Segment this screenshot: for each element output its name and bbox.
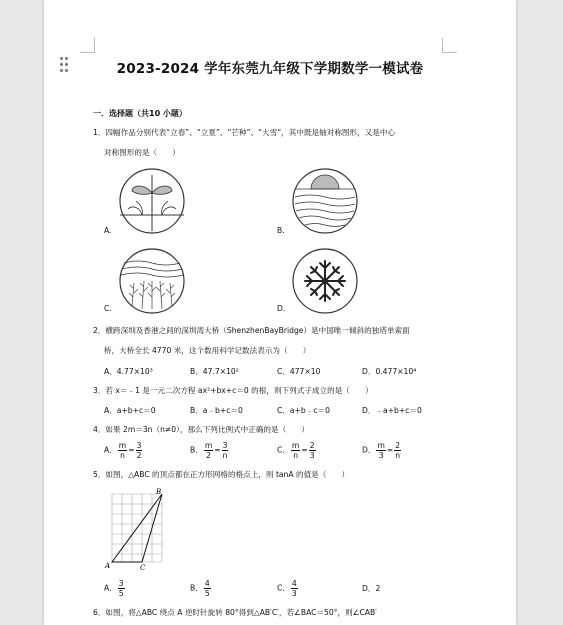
option-c: C．a+b﹣c＝0: [277, 406, 330, 415]
section-heading: 一．选择题（共10 小题）: [93, 109, 187, 118]
page-corner-mark: [80, 38, 95, 53]
question-4-text: 4．如果 2m＝3n（n≠0），那么下列比例式中正确的是（ ）: [93, 425, 309, 434]
option-b: B． $\frac{m}{2}$ = $\frac{3}{n}$: [190, 441, 228, 460]
option-b: B．a﹣b+c＝0: [190, 406, 243, 415]
page-corner-mark: [442, 38, 457, 53]
option-label: B.: [277, 226, 285, 235]
triangle-grid-figure: [104, 488, 168, 572]
option-d: D．2: [362, 584, 381, 593]
option-d: D．0.477×10⁴: [362, 367, 417, 376]
option-a: A．4.77×10³: [104, 367, 153, 376]
option-label: A.: [104, 226, 112, 235]
option-a: A． $\frac{3}{5}$: [104, 579, 124, 598]
vertex-label: B: [156, 488, 162, 496]
question-3-text: 3．若 x＝﹣1 是一元二次方程 ax²+bx+c＝0 的根，则下列式子成立的是（ ）: [93, 386, 373, 395]
question-6-text: 6．如图，将△ABC 绕点 A 逆时针旋转 80°得到△AB′C′，若∠BAC＝50°，则∠CAB′: [93, 608, 377, 617]
option-label: C.: [104, 304, 112, 313]
option-c: C．477×10: [277, 367, 321, 376]
spring-icon: [118, 167, 186, 235]
question-2-text: 2．横跨深圳及香港之间的深圳湾大桥（ShenzhenBayBridge）是中国唯一倾斜的独塔单索面: [93, 326, 410, 335]
summer-icon: [291, 167, 359, 235]
option-d: D．﹣a+b+c＝0: [362, 406, 422, 415]
question-2-text: 桥，大桥全长 4770 米，这个数用科学记数法表示为（ ）: [104, 346, 311, 355]
snowflake-icon: [291, 247, 359, 315]
question-5-text: 5．如图，△ABC 的顶点都在正方形网格的格点上，则 tanA 的值是（ ）: [93, 470, 350, 479]
option-c: C． $\frac{m}{n}$ = $\frac{2}{3}$: [277, 441, 315, 460]
option-d: D． $\frac{m}{3}$ = $\frac{2}{n}$: [362, 441, 401, 460]
option-c: C． $\frac{4}{3}$: [277, 579, 297, 598]
option-a: A．a+b+c＝0: [104, 406, 156, 415]
vertex-label: A: [105, 562, 111, 570]
question-1-text: 对称图形的是（ ）: [104, 148, 180, 157]
option-a: A． $\frac{m}{n}$ = $\frac{3}{2}$: [104, 441, 142, 460]
question-1-text: 1．四幅作品分别代表“立春”、“立夏”、“芒种”、“大雪”，其中既是轴对称图形，又是中心: [93, 128, 396, 137]
option-label: D.: [277, 304, 286, 313]
option-b: B．47.7×10²: [190, 367, 239, 376]
grain-icon: [118, 247, 186, 315]
document-title: 2023-2024 学年东莞九年级下学期数学一模试卷: [116, 61, 424, 77]
option-b: B． $\frac{4}{5}$: [190, 579, 210, 598]
vertex-label: C: [140, 564, 146, 572]
